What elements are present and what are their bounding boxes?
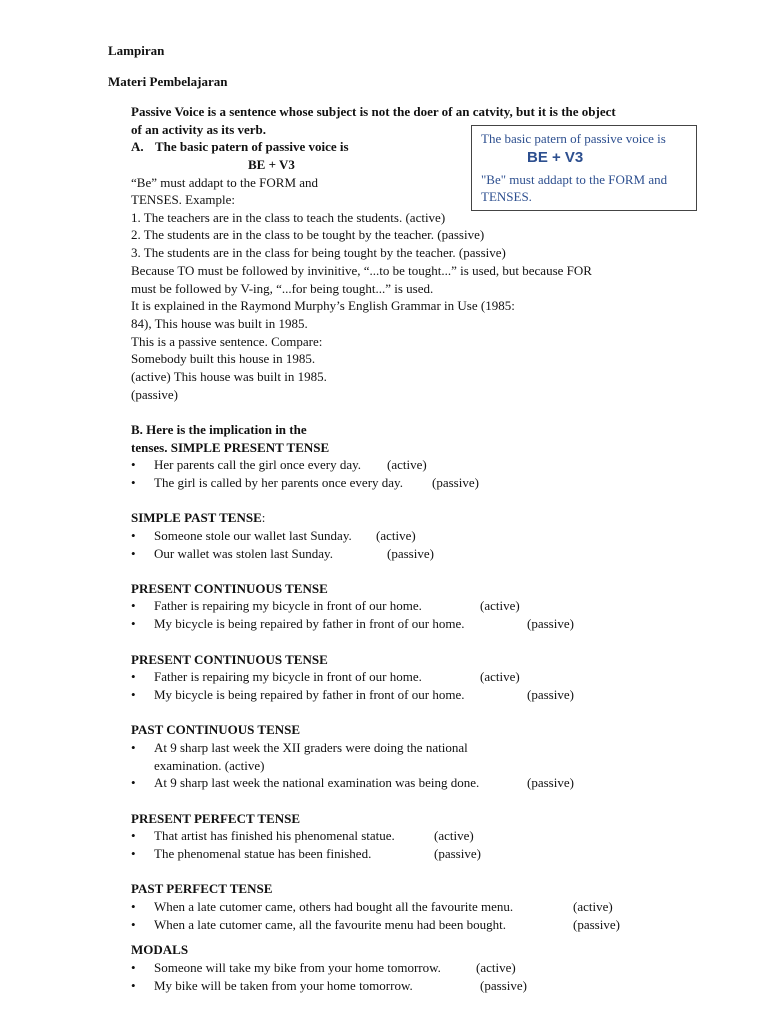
page-heading: Lampiran xyxy=(108,43,165,58)
bullet-icon: • xyxy=(131,978,136,993)
list-item-text: At 9 sharp last week the XII graders were doing the national xyxy=(154,740,468,755)
bullet-icon: • xyxy=(131,960,136,975)
callout-line-1: The basic patern of passive voice is xyxy=(481,131,666,146)
paragraph-line-7: (active) This house was built in 1985. xyxy=(131,369,327,384)
tense-title: PRESENT CONTINUOUS TENSE xyxy=(131,652,328,667)
voice-tag: (passive) xyxy=(432,475,479,490)
page-subheading: Materi Pembelajaran xyxy=(108,74,228,89)
list-item-text: Father is repairing my bicycle in front of our home. xyxy=(154,669,422,684)
callout-line-3: TENSES. xyxy=(481,189,532,204)
intro-line-1: Passive Voice is a sentence whose subject is not the doer of an catvity, but it is the object xyxy=(131,104,616,119)
voice-tag: (passive) xyxy=(527,775,574,790)
bullet-icon: • xyxy=(131,687,136,702)
list-item-text: Father is repairing my bicycle in front of our home. xyxy=(154,598,422,613)
bullet-icon: • xyxy=(131,457,136,472)
bullet-icon: • xyxy=(131,899,136,914)
tense-title: PAST CONTINUOUS TENSE xyxy=(131,722,301,737)
bullet-icon: • xyxy=(131,775,136,790)
voice-tag: (passive) xyxy=(434,846,481,861)
callout-line-2: "Be" must addapt to the FORM and xyxy=(481,172,668,187)
voice-tag: (passive) xyxy=(527,687,574,702)
callout-box xyxy=(471,125,697,211)
example-2: 2. The students are in the class to be tought by the teacher. (passive) xyxy=(131,227,485,242)
bullet-icon: • xyxy=(131,917,136,932)
voice-tag: (passive) xyxy=(527,616,574,631)
bullet-icon: • xyxy=(131,475,136,490)
list-item-text: The girl is called by her parents once every day. xyxy=(154,475,403,490)
formula: BE + V3 xyxy=(248,157,295,172)
tense-title: PRESENT CONTINUOUS TENSE xyxy=(131,581,328,596)
paragraph-line-8: (passive) xyxy=(131,387,178,402)
tense-title: PRESENT PERFECT TENSE xyxy=(131,811,301,826)
paragraph-line-3: It is explained in the Raymond Murphy’s English Grammar in Use (1985: xyxy=(131,298,515,313)
voice-tag: (active) xyxy=(376,528,416,543)
list-item-text: My bicycle is being repaired by father in front of our home. xyxy=(154,687,465,702)
paragraph-line-2: must be followed by V-ing, “...for being tought...” is used. xyxy=(131,281,434,296)
callout-formula: BE + V3 xyxy=(527,149,584,166)
intro-line-4: TENSES. Example: xyxy=(131,192,235,207)
list-item-text: At 9 sharp last week the national examination was being done. xyxy=(154,775,480,790)
section-b-line-1: B. Here is the implication in the xyxy=(131,422,307,437)
voice-tag: (active) xyxy=(480,598,520,613)
tense-title: MODALS xyxy=(131,942,189,957)
paragraph-line-6: Somebody built this house in 1985. xyxy=(131,351,316,366)
list-item-text: Our wallet was stolen last Sunday. xyxy=(154,546,333,561)
list-item-text: Someone stole our wallet last Sunday. xyxy=(154,528,352,543)
list-item-text: When a late cutomer came, all the favourite menu had been bought. xyxy=(154,917,506,932)
list-item-text: When a late cutomer came, others had bought all the favourite menu. xyxy=(154,899,514,914)
intro-line-3: “Be” must addapt to the FORM and xyxy=(131,175,319,190)
intro-line-2: of an activity as its verb. xyxy=(131,122,267,137)
bullet-icon: • xyxy=(131,616,136,631)
section-a-title: The basic patern of passive voice is xyxy=(155,139,349,154)
example-3: 3. The students are in the class for being tought by the teacher. (passive) xyxy=(131,245,506,260)
voice-tag: (passive) xyxy=(387,546,434,561)
example-1: 1. The teachers are in the class to teach the students. (active) xyxy=(131,210,446,225)
bullet-icon: • xyxy=(131,828,136,843)
section-b-line-2: tenses. SIMPLE PRESENT TENSE xyxy=(131,440,330,455)
bullet-icon: • xyxy=(131,546,136,561)
list-item-text-continued: examination. (active) xyxy=(154,758,265,773)
voice-tag: (active) xyxy=(476,960,516,975)
voice-tag: (active) xyxy=(573,899,613,914)
voice-tag: (active) xyxy=(387,457,427,472)
paragraph-line-5: This is a passive sentence. Compare: xyxy=(131,334,323,349)
list-item-text: My bike will be taken from your home tomorrow. xyxy=(154,978,413,993)
paragraph-line-4: 84), This house was built in 1985. xyxy=(131,316,308,331)
voice-tag: (passive) xyxy=(573,917,620,932)
voice-tag: (active) xyxy=(480,669,520,684)
bullet-icon: • xyxy=(131,598,136,613)
bullet-icon: • xyxy=(131,740,136,755)
list-item-text: Her parents call the girl once every day. xyxy=(154,457,362,472)
section-a-marker: A. xyxy=(131,139,144,154)
bullet-icon: • xyxy=(131,669,136,684)
list-item-text: That artist has finished his phenomenal statue. xyxy=(154,828,395,843)
list-item-text: My bicycle is being repaired by father in front of our home. xyxy=(154,616,465,631)
bullet-icon: • xyxy=(131,846,136,861)
tense-title: SIMPLE PAST TENSE: xyxy=(131,510,266,525)
list-item-text: The phenomenal statue has been finished. xyxy=(154,846,372,861)
tense-title: PAST PERFECT TENSE xyxy=(131,881,273,896)
voice-tag: (active) xyxy=(434,828,474,843)
paragraph-line-1: Because TO must be followed by invinitive, “...to be tought...” is used, but because FOR xyxy=(131,263,592,278)
bullet-icon: • xyxy=(131,528,136,543)
voice-tag: (passive) xyxy=(480,978,527,993)
tense-title-colon: : xyxy=(261,510,266,525)
list-item-text: Someone will take my bike from your home tomorrow. xyxy=(154,960,441,975)
